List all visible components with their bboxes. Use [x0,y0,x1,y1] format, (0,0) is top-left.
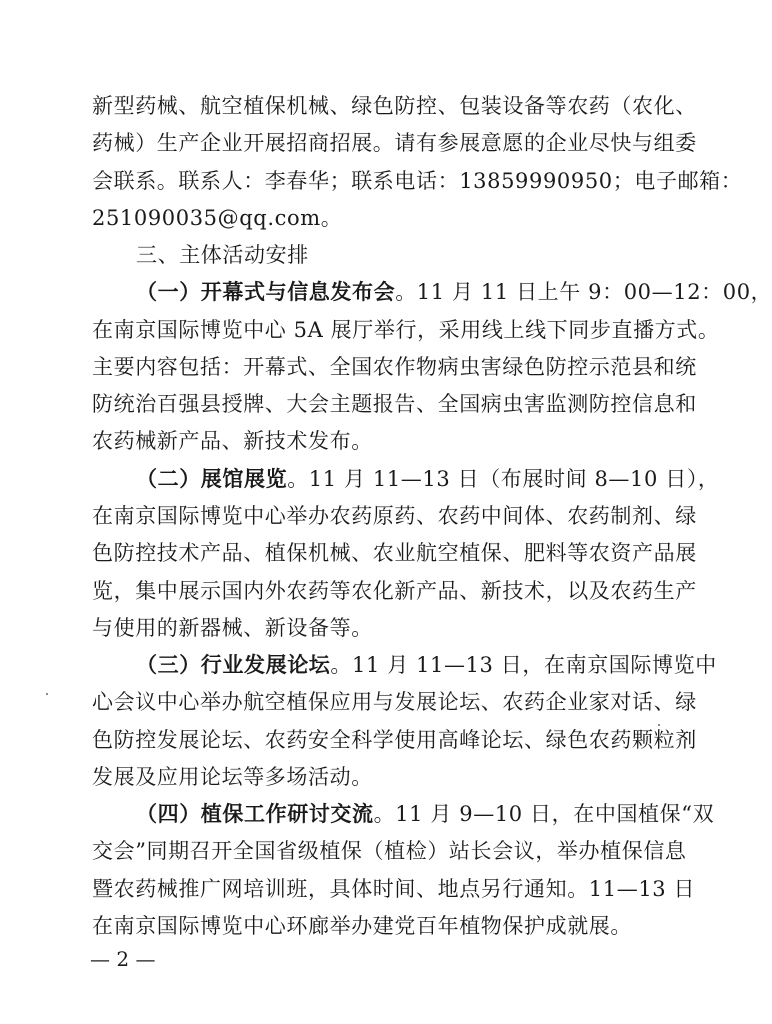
body-line: 暨农药械推广网培训班，具体时间、地点另行通知。11—13 日 [92,877,696,901]
subsection-line [136,278,772,306]
scan-speck [658,724,660,726]
body-line: 在南京国际博览中心 5A 展厅举行，采用线上线下同步直播方式。 [92,318,720,342]
body-line: 主要内容包括：开幕式、全国农作物病虫害绿色防控示范县和统 [92,355,697,379]
body-line: 防统治百强县授牌、大会主题报告、全国病虫害监测防控信息和 [92,392,697,416]
body-line: 与使用的新器械、新设备等。 [92,616,373,640]
body-line: 色防控技术产品、植保机械、农业航空植保、肥料等农资产品展 [92,541,697,565]
body-line: 色防控发展论坛、农药安全科学使用高峰论坛、绿色农药颗粒剂 [92,728,697,752]
body-line: 新型药械、航空植保机械、绿色防控、包装设备等农药（农化、 [92,94,697,118]
subsection-title: （四）植保工作研讨交流 [136,802,374,826]
section-heading: 三、主体活动安排 [136,243,309,267]
scan-speck [46,693,48,695]
subsection-title: （三）行业发展论坛 [136,653,331,677]
body-line: 农药械新产品、新技术发布。 [92,429,373,453]
body-line: 览，集中展示国内外农药等农化新产品、新技术，以及农药生产 [92,579,697,603]
body-line: 251090035@qq.com。 [92,206,343,230]
subsection-line [136,651,717,679]
subsection-text: 。11 月 11—13 日（布展时间 8—10 日）， [287,467,720,491]
subsection-title: （一）开幕式与信息发布会 [136,280,396,304]
subsection-title: （二）展馆展览 [136,467,288,491]
subsection-text: 。11 月 11 日上午 9：00—12：00， [395,280,772,304]
body-line: 药械）生产企业开展招商招展。请有参展意愿的企业尽快与组委 [92,131,697,155]
body-line: 在南京国际博览中心环廊举办建党百年植物保护成就展。 [92,914,632,938]
body-line: 发展及应用论坛等多场活动。 [92,765,373,789]
body-line: 交会”同期召开全国省级植保（植检）站长会议，举办植保信息 [92,839,687,863]
page-number: — 2 — [90,947,156,971]
subsection-line [136,465,720,493]
subsection-line [136,800,714,828]
subsection-text: 。11 月 11—13 日，在南京国际博览中 [330,653,717,677]
body-line: 在南京国际博览中心举办农药原药、农药中间体、农药制剂、绿 [92,504,697,528]
subsection-text: 。11 月 9—10 日，在中国植保“双 [373,802,715,826]
body-line: 心会议中心举办航空植保应用与发展论坛、农药企业家对话、绿 [92,690,697,714]
body-line: 会联系。联系人：李春华；联系电话：13859990950；电子邮箱： [92,169,743,193]
